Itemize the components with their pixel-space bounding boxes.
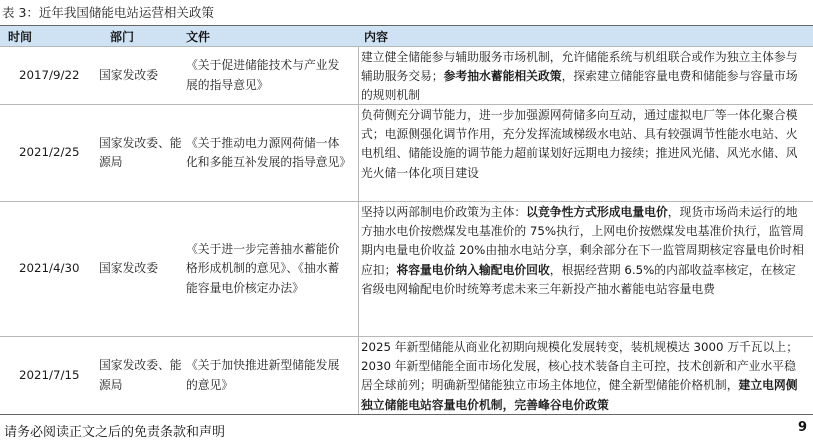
row-date: 2017/9/22 [19,67,80,82]
disclaimer-text: 请务必阅读正文之后的免责条款和声明 [4,425,226,440]
header-date: 时间 [8,29,33,44]
table-row [0,104,813,201]
row-file: 《关于促进储能技术与产业发展的指导意见》 [186,58,340,92]
header-content: 内容 [364,29,389,44]
policy-table [0,25,813,415]
row-date: 2021/4/30 [19,261,80,276]
table-row [0,336,813,414]
row-dept: 国家发改委 [99,67,158,82]
header-file: 文件 [186,29,211,44]
row-content [358,202,813,336]
content-text: ，现货市场尚未运行的地方抽水电价按燃煤发电基准价的 75%执行，上网电价按燃煤发电基准价执行，监管周期内电量电价收益 20%由抽水电站分享，剩余部分在下一监管周期核定容量电价时相应扣； [361,205,804,277]
content-text: ，探索建立储能容量电费和储能参与容量市场的规则机制 [361,69,798,103]
row-dept: 国家发改委、能源局 [99,135,182,169]
table-row [0,46,813,104]
page-number: 9 [797,420,807,435]
row-content [358,337,813,414]
content-text: 坚持以两部制电价政策为主体： [361,205,527,219]
row-dept: 国家发改委、能源局 [99,358,182,392]
row-date: 2021/7/15 [19,367,80,382]
row-date: 2021/2/25 [19,145,80,160]
row-file: 《关于推动电力源网荷储一体化和多能互补发展的指导意见》 [186,135,352,169]
content-text: 建立健全储能参与辅助服务市场机制，允许储能系统与机组联合或作为独立主体参与辅助服务交易； [361,50,798,84]
content-emphasis: 以竞争性方式形成电量电价 [526,205,668,219]
row-content [358,47,813,104]
table-caption: 表 3：近年我国储能电站运营相关政策 [2,5,214,20]
row-file: 《关于加快推进新型储能发展的意见》 [186,358,340,392]
content-text: 负荷侧充分调节能力，进一步加强源网荷储多向互动，通过虚拟电厂等一体化聚合模式；电源侧强化调节作用，充分发挥流域梯级水电站、具有较强调节性能水电站、火电机组、储能设施的调节能力超前谋划好远期电力接续；推进风光储、风光水储、风光火储一体化项目建设 [361,108,798,180]
content-text: ，根据经营期 6.5%的内部收益率核定，在核定省级电网输配电价时统筹考虑未来三年新投产抽水蓄能电站容量电费 [361,262,796,296]
row-file: 《关于进一步完善抽水蓄能价格形成机制的意见》、《抽水蓄能容量电价核定办法》 [186,242,340,295]
content-emphasis: 将容量电价纳入输配电价回收 [396,262,550,277]
content-emphasis: 参考抽水蓄能相关政策 [443,69,562,84]
table-header-row [0,26,813,46]
row-dept: 国家发改委 [99,261,158,276]
content-emphasis: 建立电网侧独立储能电站容量电价机制，完善峰谷电价政策 [361,378,798,412]
header-dept: 部门 [110,29,135,44]
table-row [0,201,813,336]
row-content [358,105,813,201]
content-text: 2025 年新型储能从商业化初期向规模化发展转变，装机规模达 3000 万千瓦以上；2030 年新型储能全面市场化发展，核心技术装备自主可控，技术创新和产业水平稳居全球前列；明确新型储能独立市场主体地位，健全新型储能价格机制， [361,340,798,393]
